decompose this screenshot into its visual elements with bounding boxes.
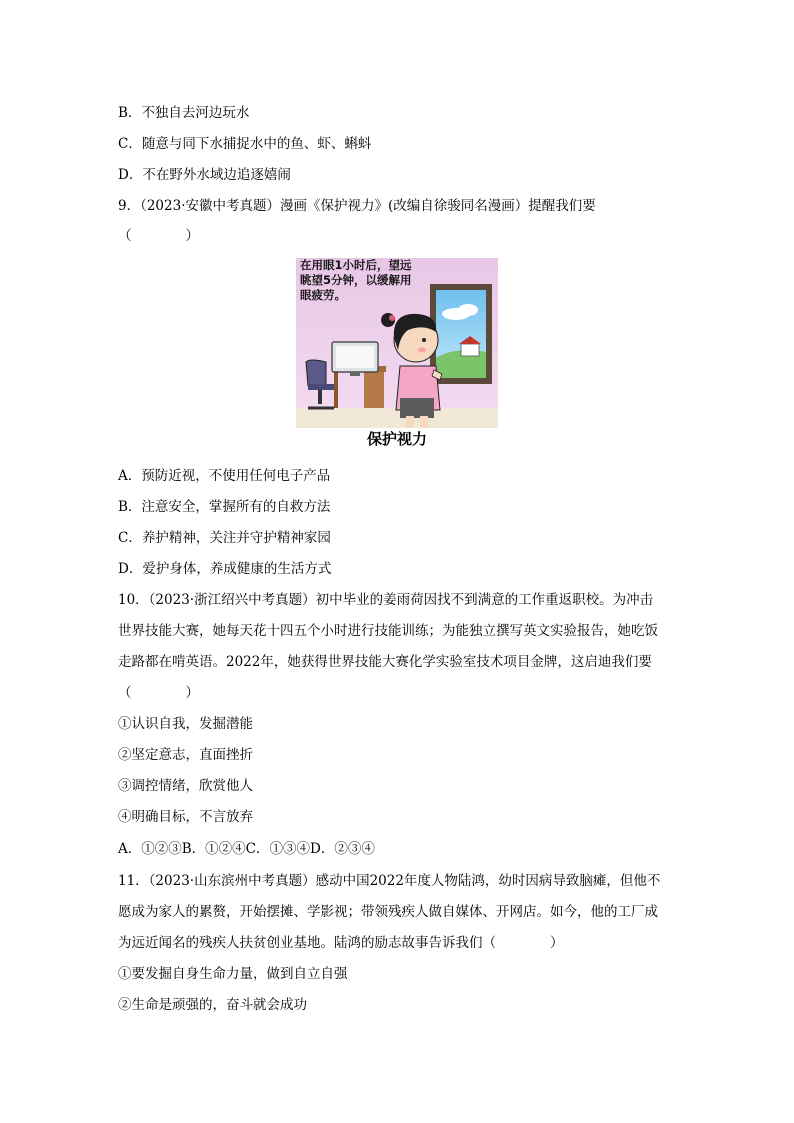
chair-back (306, 360, 326, 386)
girl-hair-tie (389, 315, 395, 321)
floor (296, 408, 498, 428)
question-11-statement-2: ②生命是顽强的，奋斗就会成功 (118, 997, 307, 1013)
question-10-statement-3: ③调控情绪，欣赏他人 (118, 778, 253, 794)
monitor-screen (336, 346, 374, 368)
line-option-d: D．不在野外水域边追逐嬉闹 (118, 167, 291, 183)
chair-seat (308, 384, 334, 390)
desk-leg (334, 372, 338, 408)
question-10-statement-1: ①认识自我，发掘潜能 (118, 716, 253, 732)
question-11-stem-line-1: 11．（2023·山东滨州中考真题）感动中国2022年度人物陆鸿，幼时因病导致脑瘫，但他不 (118, 873, 661, 889)
question-10-options: A．①②③B．①②④C．①③④D．②③④ (118, 841, 375, 857)
question-10-statement-4: ④明确目标，不言放弃 (118, 809, 253, 825)
question-9-blank: （ ） (118, 228, 199, 244)
question-10-stem-line-1: 10．（2023·浙江绍兴中考真题）初中毕业的姜雨荷因找不到满意的工作重返职校。为冲击 (118, 592, 654, 608)
chair-post (318, 390, 322, 404)
speech-bubble-text: 在用眼1小时后，望远眺望5分钟，以缓解用眼疲劳。 (300, 258, 412, 302)
distant-house (461, 344, 479, 356)
question-10-blank: （ ） (118, 685, 199, 701)
question-9-option-b: B．注意安全，掌握所有的自救方法 (118, 499, 331, 515)
question-11-stem-line-3: 为远近闻名的残疾人扶贫创业基地。陆鸿的励志故事告诉我们（ ） (118, 935, 564, 951)
question-9-option-d: D．爱护身体，养成健康的生活方式 (118, 561, 332, 577)
cloud-2 (458, 304, 478, 316)
line-option-c: C．随意与同下水捕捉水中的鱼、虾、蝌蚪 (118, 136, 372, 152)
question-9-option-a: A．预防近视，不使用任何电子产品 (118, 468, 331, 484)
line-option-b: B．不独自去河边玩水 (118, 105, 250, 121)
question-9-stem: 9．（2023·安徽中考真题）漫画《保护视力》(改编自徐骏同名漫画）提醒我们要 (118, 198, 596, 214)
question-9-option-c: C．养护精神，关注并守护精神家园 (118, 530, 331, 546)
desk-drawers (364, 372, 384, 408)
question-10-stem-line-2: 世界技能大赛，她每天花十四五个小时进行技能训练；为能独立撰写英文实验报告，她吃饭 (118, 623, 658, 639)
girl-leg-left (406, 416, 414, 428)
girl-eye (422, 338, 426, 342)
girl-cheek (418, 348, 426, 353)
monitor-stand (350, 372, 360, 376)
cartoon-caption: 保护视力 (366, 430, 427, 448)
girl-leg-right (420, 416, 428, 428)
question-10-statement-2: ②坚定意志，直面挫折 (118, 747, 253, 763)
question-10-stem-line-3: 走路都在啃英语。2022年，她获得世界技能大赛化学实验室技术项目金牌，这启迪我们要 (118, 654, 652, 670)
girl-skirt (400, 398, 434, 418)
question-11-statement-1: ①要发掘自身生命力量，做到自立自强 (118, 966, 348, 982)
question-11-stem-line-2: 愿成为家人的累赘，开始摆摊、学影视；带领残疾人做自媒体、开网店。如今，他的工厂成 (118, 904, 658, 920)
